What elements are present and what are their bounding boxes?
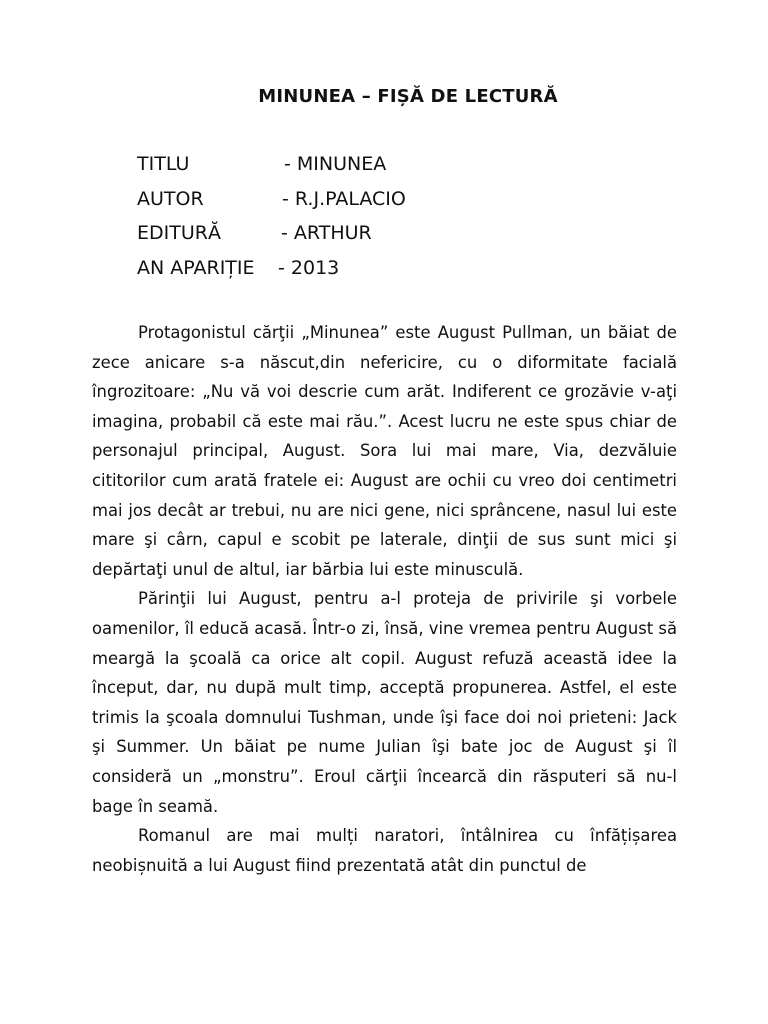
detail-label-publisher: EDITURĂ	[137, 222, 221, 244]
paragraph-3: Romanul are mai mulți naratori, întâlnirea cu înfățișarea neobișnuită a lui August fiind prezentată atât din punctul de	[92, 826, 677, 875]
detail-value-publisher: - ARTHUR	[281, 222, 372, 244]
detail-value-year: - 2013	[278, 256, 340, 279]
paragraph-2: Părinţii lui August, pentru a-l proteja de privirile şi vorbele oamenilor, îl educă acasă. Într-o zi, însă, vine vremea pentru August să meargă la şcoală ca orice alt copil. August refuză această idee la început, dar, nu după mult timp, acceptă propunerea. Astfel, el este trimis la şcoala domnului Tushman, unde îşi face doi noi prieteni: Jack şi Summer. Un băiat pe nume Julian îşi bate joc de August şi îl consideră un „monstru”. Eroul cărţii încearcă din răsputeri să nu-l bage în seamă.	[92, 589, 677, 816]
detail-label-year: AN APARIȚIE	[137, 256, 255, 279]
detail-value-author: - R.J.PALACIO	[282, 187, 406, 210]
detail-label-title: TITLU	[137, 153, 190, 175]
document-title: MINUNEA – FIȘĂ DE LECTURĂ	[258, 86, 558, 107]
paragraph-1: Protagonistul cărţii „Minunea” este August Pullman, un băiat de zece anicare s-a născut,din nefericire, cu o diformitate facială îngrozitoare: „Nu vă voi descrie cum arăt. Indiferent ce grozăvie v-aţi imagina, probabil că este mai rău.”. Acest lucru ne este spus chiar de personajul principal, August. Sora lui mai mare, Via, dezvăluie cititorilor cum arată fratele ei: August are ochii cu vreo doi centimetri mai jos decât ar trebui, nu are nici gene, nici sprâncene, nasul lui este mare şi cârn, capul e scobit pe laterale, dinţii de sus sunt mici şi depărtaţi unul de altul, iar bărbia lui este minusculă.	[92, 323, 677, 579]
document-body	[92, 318, 677, 880]
detail-value-title: - MINUNEA	[284, 153, 387, 175]
detail-label-author: AUTOR	[137, 187, 204, 210]
